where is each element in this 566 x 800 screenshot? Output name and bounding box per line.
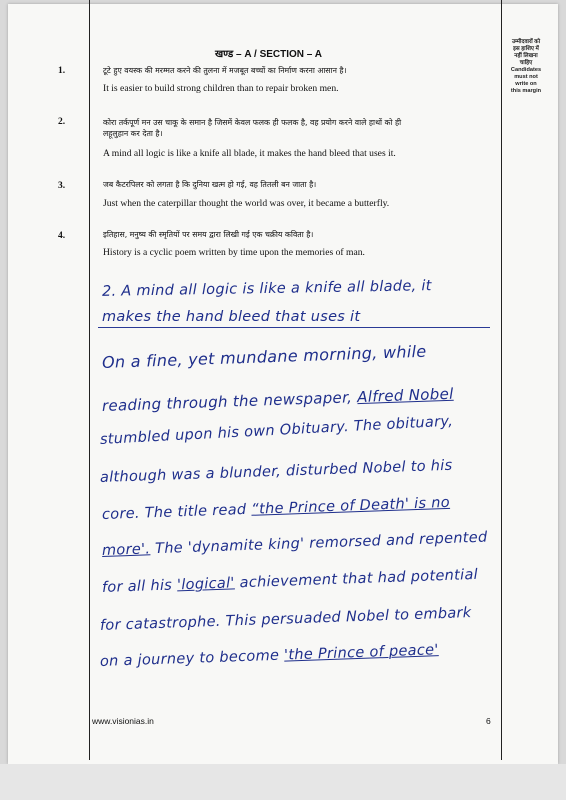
answer-text-underlined: “the Prince of Death' is no	[251, 494, 451, 518]
answer-line: for catastrophe. This persuaded Nobel to embark	[99, 605, 472, 634]
answer-text: The 'dynamite king' remorsed and repented	[149, 529, 488, 558]
margin-note-line: उम्मीदवारों को	[511, 39, 541, 45]
margin-note-line: नहीं लिखना	[514, 53, 538, 59]
heading-underline	[98, 327, 490, 328]
question-english: Just when the caterpillar thought the world was over, it became a butterfly.	[103, 198, 390, 209]
answer-heading: 2. A mind all logic is like a knife all blade, it	[101, 278, 432, 300]
answer-heading: makes the hand bleed that uses it	[102, 309, 361, 325]
question-number: 2.	[58, 117, 66, 127]
margin-note-line: चाहिए	[519, 60, 533, 66]
answer-line: stumbled upon his own Obituary. The obituary,	[99, 413, 454, 448]
answer-line: although was a blunder, disturbed Nobel to his	[99, 457, 453, 486]
footer-website: www.visionias.in	[92, 716, 154, 726]
question-number: 4.	[58, 231, 66, 241]
answer-text-underlined: more'.	[101, 541, 151, 559]
question-hindi: जब कैटरपिलर को लगता है कि दुनिया खत्म हो गई, वह तितली बन जाता है।	[103, 180, 317, 189]
right-margin-rule	[501, 0, 502, 760]
answer-text: reading through the newspaper,	[101, 388, 358, 415]
margin-note-line: must not	[514, 74, 538, 80]
margin-note-line: Candidates	[510, 67, 542, 73]
question-hindi: इतिहास, मनुष्य की स्मृतियों पर समय द्वारा लिखी गई एक चक्रीय कविता है।	[103, 230, 314, 239]
answer-text: for all his	[101, 577, 178, 596]
answer-text-underlined: Alfred Nobel	[356, 384, 454, 407]
answer-text: on a journey to become	[99, 647, 285, 670]
question-english: It is easier to build strong children than to repair broken men.	[103, 83, 339, 94]
page-number: 6	[486, 716, 491, 726]
answer-text: core. The title read	[101, 501, 252, 523]
scan-background	[0, 764, 566, 800]
question-english: A mind all logic is like a knife all blade, it makes the hand bleed that uses it.	[103, 148, 396, 159]
margin-note-line: this margin	[510, 88, 542, 94]
margin-note-line: इस हाशिए में	[513, 46, 539, 52]
section-title: खण्ड – A / SECTION – A	[215, 49, 323, 60]
question-english: History is a cyclic poem written by time upon the memories of man.	[103, 247, 365, 258]
answer-text-underlined: 'the Prince of peace'	[283, 642, 439, 664]
left-margin-rule	[89, 0, 90, 760]
answer-text: achievement that had potential	[234, 566, 479, 592]
question-number: 3.	[58, 181, 66, 191]
answer-text-underlined: 'logical'	[176, 575, 235, 594]
question-hindi: कोरा तर्कपूर्ण मन उस चाकू के समान है जिसमें केवल फलक ही फलक है, वह प्रयोग करने वाले हाथों को ही	[103, 118, 402, 127]
margin-instruction	[503, 39, 549, 95]
question-hindi: टूटे हुए वयस्क की मरम्मत करने की तुलना में मजबूत बच्चों का निर्माण करना आसान है।	[103, 66, 347, 75]
question-number: 1.	[58, 66, 66, 76]
question-hindi: लहूलुहान कर देता है।	[103, 129, 163, 138]
answer-line: On a fine, yet mundane morning, while	[101, 341, 427, 372]
margin-note-line: write on	[515, 81, 537, 87]
